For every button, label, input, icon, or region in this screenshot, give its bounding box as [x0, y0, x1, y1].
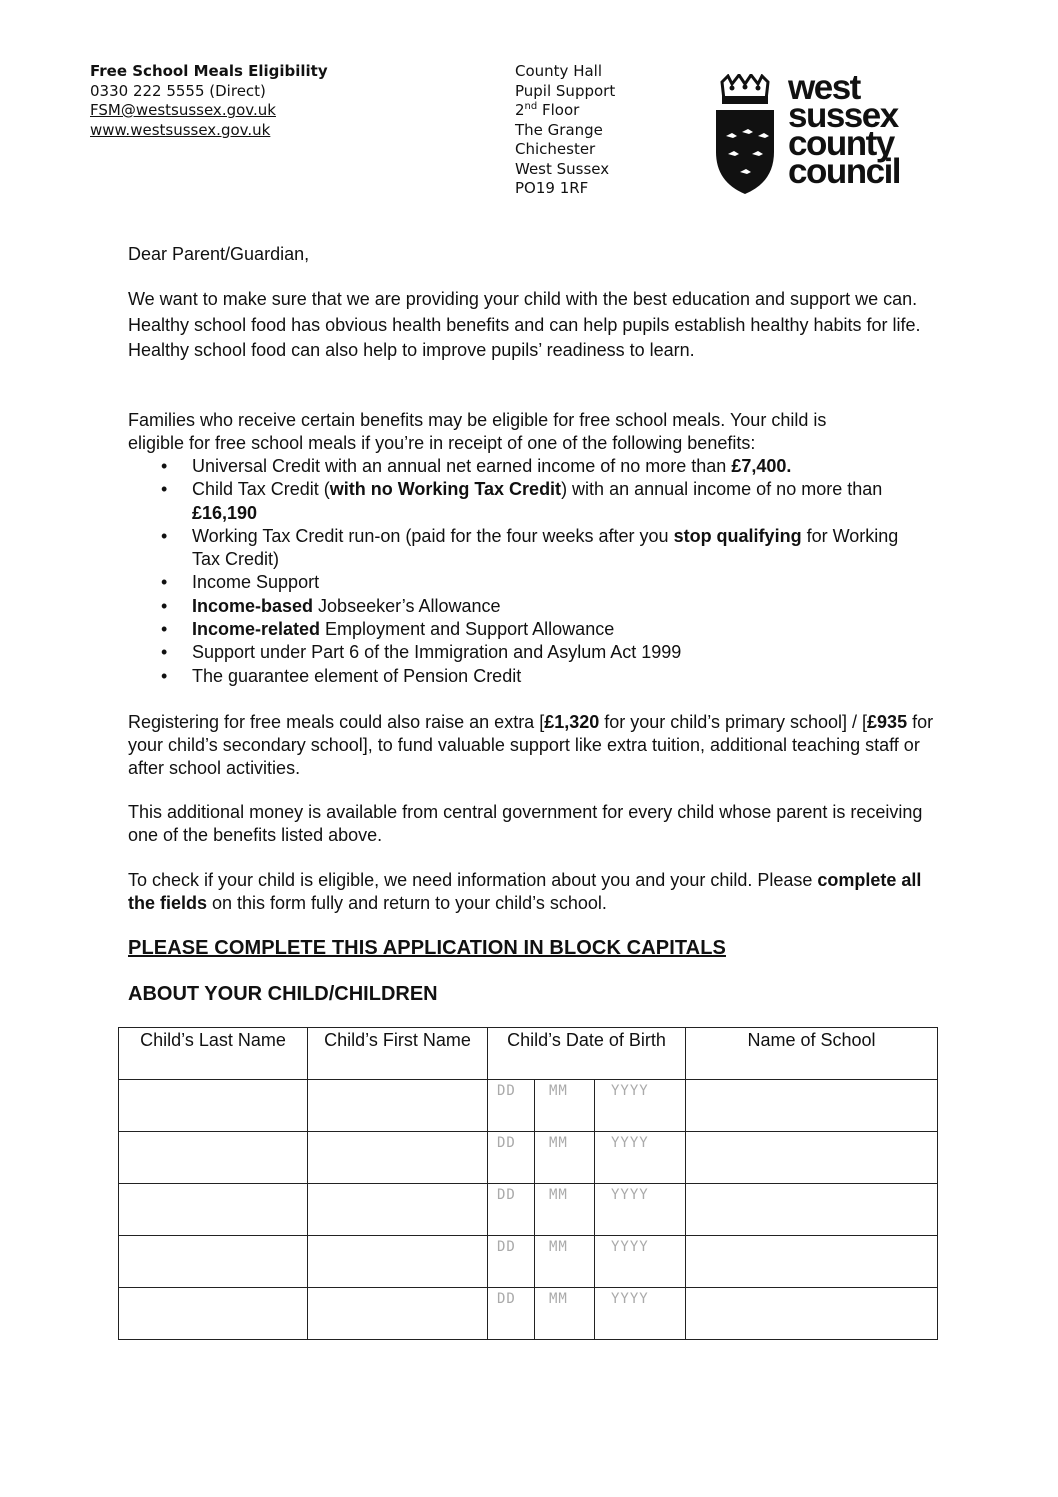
column-header: Child’s Date of Birth [488, 1028, 686, 1080]
school-name-field[interactable] [686, 1236, 938, 1288]
address-line: Pupil Support [515, 81, 616, 100]
dob-year-field[interactable]: YYYY [611, 1187, 649, 1203]
registering-paragraph: Registering for free meals could also raise an extra [£1,320 for your child’s primary school] / [£935 for your child’s secondary school], to fund valuable support like extra tuition, additional teaching staff or after school activities. [128, 712, 934, 778]
dob-month-field[interactable]: MM [535, 1080, 595, 1131]
first-name-field[interactable] [308, 1288, 488, 1340]
dob-month-field[interactable]: MM [535, 1132, 595, 1183]
last-name-field[interactable] [119, 1236, 308, 1288]
dob-year-field[interactable]: YYYY [611, 1083, 649, 1099]
school-name-field[interactable] [686, 1288, 938, 1340]
contact-email-link[interactable]: FSM@westsussex.gov.uk [90, 101, 276, 119]
dob-month-field[interactable]: MM [535, 1236, 595, 1287]
list-item: • The guarantee element of Pension Credit [161, 665, 522, 686]
last-name-field[interactable] [119, 1080, 308, 1132]
dob-day-field[interactable]: DD [488, 1132, 535, 1183]
address-block [515, 62, 615, 199]
additional-paragraph: This additional money is available from central government for every child whose parent is receiving one of the benefits listed above. [128, 802, 923, 845]
table-row [119, 1080, 938, 1132]
children-section-heading: ABOUT YOUR CHILD/CHILDREN [128, 983, 438, 1005]
website-link[interactable]: www.westsussex.gov.uk [90, 120, 271, 139]
table-row [119, 1236, 938, 1288]
last-name-field[interactable] [119, 1132, 308, 1184]
last-name-field[interactable] [119, 1288, 308, 1340]
school-name-field[interactable] [686, 1184, 938, 1236]
school-name-field[interactable] [686, 1132, 938, 1184]
table-header-row [119, 1028, 938, 1080]
intro-paragraph: We want to make sure that we are providing your child with the best education and support we can. Healthy school food has obvious health benefits and can help pupils establish healthy habits for life. Healthy school food can also help to improve pupils’ readiness to learn. [128, 289, 921, 360]
crest-icon [712, 74, 778, 196]
list-item: • Income Support [161, 572, 320, 593]
address-line: Chichester [515, 140, 596, 158]
contact-block [90, 62, 328, 140]
address-line: The Grange [515, 120, 603, 139]
dob-field [488, 1288, 686, 1340]
dob-month-field[interactable]: MM [535, 1184, 595, 1235]
table-row [119, 1184, 938, 1236]
dob-field [488, 1132, 686, 1184]
logo-wordmark: west sussex county council [788, 68, 901, 191]
column-header: Child’s Last Name [119, 1028, 308, 1080]
dob-field [488, 1080, 686, 1132]
list-item: • Support under Part 6 of the Immigration and Asylum Act 1999 [161, 642, 682, 663]
dob-day-field[interactable]: DD [488, 1288, 535, 1339]
families-paragraph: Families who receive certain benefits may be eligible for free school meals. Your child is eligible for free school meals if you’re in receipt of one of the following benefits: [128, 410, 827, 453]
benefits-list [128, 455, 928, 688]
children-table [118, 1027, 938, 1340]
dob-month-field[interactable]: MM [535, 1288, 595, 1339]
dob-year-field[interactable]: YYYY [611, 1135, 649, 1151]
block-capitals-heading: PLEASE COMPLETE THIS APPLICATION IN BLOCK CAPITALS [128, 937, 726, 959]
address-line: 2nd Floor [515, 101, 580, 119]
school-name-field[interactable] [686, 1080, 938, 1132]
first-name-field[interactable] [308, 1132, 488, 1184]
table-row [119, 1132, 938, 1184]
dob-field [488, 1236, 686, 1288]
last-name-field[interactable] [119, 1184, 308, 1236]
column-header: Name of School [686, 1028, 938, 1080]
council-logo [712, 68, 922, 202]
list-item: • Income-based Jobseeker’s Allowance [161, 595, 501, 616]
first-name-field[interactable] [308, 1080, 488, 1132]
table-row [119, 1288, 938, 1340]
list-item: • Working Tax Credit run-on (paid for the four weeks after you stop qualifying for Working Tax Credit) [161, 525, 899, 570]
contact-phone: 0330 222 5555 (Direct) [90, 81, 266, 100]
check-paragraph: To check if your child is eligible, we need information about you and your child. Please complete all the fields on this form fully and return to your child’s school. [128, 870, 922, 913]
dob-day-field[interactable]: DD [488, 1236, 535, 1287]
address-line: PO19 1RF [515, 179, 589, 197]
list-item: • Income-related Employment and Support Allowance [161, 619, 615, 640]
address-line: County Hall [515, 62, 602, 80]
dob-day-field[interactable]: DD [488, 1184, 535, 1235]
greeting: Dear Parent/Guardian, [128, 244, 310, 264]
contact-title: Free School Meals Eligibility [90, 62, 328, 80]
dob-day-field[interactable]: DD [488, 1080, 535, 1131]
column-header: Child’s First Name [308, 1028, 488, 1080]
dob-year-field[interactable]: YYYY [611, 1239, 649, 1255]
dob-year-field[interactable]: YYYY [611, 1291, 649, 1307]
address-line: West Sussex [515, 159, 610, 178]
first-name-field[interactable] [308, 1236, 488, 1288]
list-item: • Universal Credit with an annual net earned income of no more than £7,400. [161, 456, 792, 476]
list-item: • Child Tax Credit (with no Working Tax Credit) with an annual income of no more than £16,190 [161, 479, 883, 523]
first-name-field[interactable] [308, 1184, 488, 1236]
dob-field [488, 1184, 686, 1236]
